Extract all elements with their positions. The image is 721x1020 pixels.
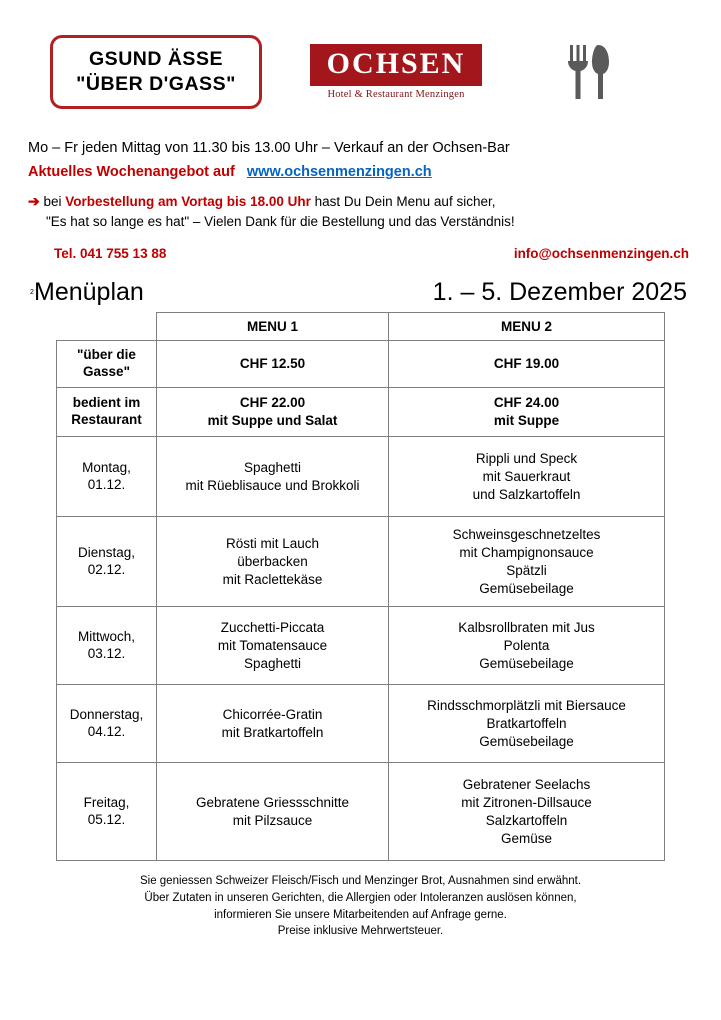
table-header-row <box>57 313 665 341</box>
email-address[interactable]: info@ochsenmenzingen.ch <box>513 246 689 261</box>
page-header <box>28 0 693 122</box>
footer-notes <box>28 873 693 940</box>
table-header-corner <box>57 313 157 341</box>
opening-hours-line: Mo – Fr jeden Mittag von 11.30 bis 13.00 Uhr – Verkauf an der Ochsen-Bar <box>28 140 510 156</box>
preorder-highlight: Vorbestellung am Vortag bis 18.00 Uhr <box>65 193 311 209</box>
cell-menu2: Rindsschmorplätzli mit Biersauce Bratkartoffeln Gemüsebeilage <box>389 685 665 763</box>
cell-menu1: Rösti mit Lauch überbacken mit Raclettekäse <box>157 517 389 607</box>
cell-menu2: Schweinsgeschnetzeltes mit Champignonsauce Spätzli Gemüsebeilage <box>389 517 665 607</box>
table-row <box>57 388 665 437</box>
footnote-marker: 2 <box>30 289 34 296</box>
table-row <box>57 685 665 763</box>
website-link[interactable]: www.ochsenmenzingen.ch <box>246 163 432 180</box>
table-row <box>57 607 665 685</box>
cell-menu1: CHF 22.00 mit Suppe und Salat <box>157 388 389 437</box>
menu-table <box>56 312 665 861</box>
logo-gsund-aesse <box>50 35 262 109</box>
logo-line-1: GSUND ÄSSE <box>89 48 223 70</box>
date-range: 1. – 5. Dezember 2025 <box>432 278 687 307</box>
footer-line-2: Über Zutaten in unseren Gerichten, die Allergien oder Intoleranzen auslösen können, <box>144 892 577 905</box>
contact-row <box>28 244 693 264</box>
arrow-icon: ➔ <box>28 192 40 209</box>
weekly-offer-line <box>28 162 693 184</box>
cell-menu2: Kalbsrollbraten mit Jus Polenta Gemüsebeilage <box>389 607 665 685</box>
title-row <box>28 278 693 307</box>
table-row <box>57 517 665 607</box>
brand-subtitle: Hotel & Restaurant Menzingen <box>327 88 465 100</box>
row-label: Freitag, 05.12. <box>57 763 157 861</box>
table-header-1: MENU 1 <box>157 313 389 341</box>
cell-menu2: CHF 24.00 mit Suppe <box>389 388 665 437</box>
preorder-pre: bei <box>43 193 66 209</box>
row-label: Montag, 01.12. <box>57 437 157 517</box>
preorder-line-2: "Es hat so lange es hat" – Vielen Dank für die Bestellung und das Verständnis! <box>46 213 515 229</box>
cell-menu1: Chicorrée-Gratin mit Bratkartoffeln <box>157 685 389 763</box>
cell-menu2: CHF 19.00 <box>389 341 665 388</box>
row-label: Mittwoch, 03.12. <box>57 607 157 685</box>
footer-line-4: Preise inklusive Mehrwertsteuer. <box>277 925 444 938</box>
info-block <box>28 138 693 264</box>
cell-menu2: Gebratener Seelachs mit Zitronen-Dillsauce Salzkartoffeln Gemüse <box>389 763 665 861</box>
phone-number[interactable]: Tel. 041 755 13 88 <box>54 246 167 261</box>
footer-line-1: Sie geniessen Schweizer Fleisch/Fisch und Menzinger Brot, Ausnahmen sind erwähnt. <box>139 875 582 888</box>
row-label: bedient im Restaurant <box>57 388 157 437</box>
cell-menu1: CHF 12.50 <box>157 341 389 388</box>
logo-line-2: "ÜBER D'GASS" <box>76 73 236 95</box>
table-row <box>57 763 665 861</box>
row-label: Dienstag, 02.12. <box>57 517 157 607</box>
page-title: Menüplan <box>34 278 144 307</box>
preorder-line <box>28 191 693 233</box>
cell-menu1: Spaghetti mit Rüeblisauce und Brokkoli <box>157 437 389 517</box>
brand-logo-ochsen <box>310 44 482 100</box>
table-row <box>57 341 665 388</box>
cell-menu1: Gebratene Griessschnitte mit Pilzsauce <box>157 763 389 861</box>
cell-menu1: Zucchetti-Piccata mit Tomatensauce Spaghetti <box>157 607 389 685</box>
brand-name: OCHSEN <box>310 44 482 86</box>
cell-menu2: Rippli und Speck mit Sauerkraut und Salzkartoffeln <box>389 437 665 517</box>
table-header-2: MENU 2 <box>389 313 665 341</box>
row-label: Donnerstag, 04.12. <box>57 685 157 763</box>
weekly-offer-label: Aktuelles Wochenangebot auf <box>28 163 235 180</box>
table-row <box>57 437 665 517</box>
fork-knife-icon <box>566 43 612 101</box>
footer-line-3: informieren Sie unsere Mitarbeitenden auf Anfrage gerne. <box>214 908 507 921</box>
row-label: "über die Gasse" <box>57 341 157 388</box>
preorder-post: hast Du Dein Menu auf sicher, <box>310 193 496 209</box>
